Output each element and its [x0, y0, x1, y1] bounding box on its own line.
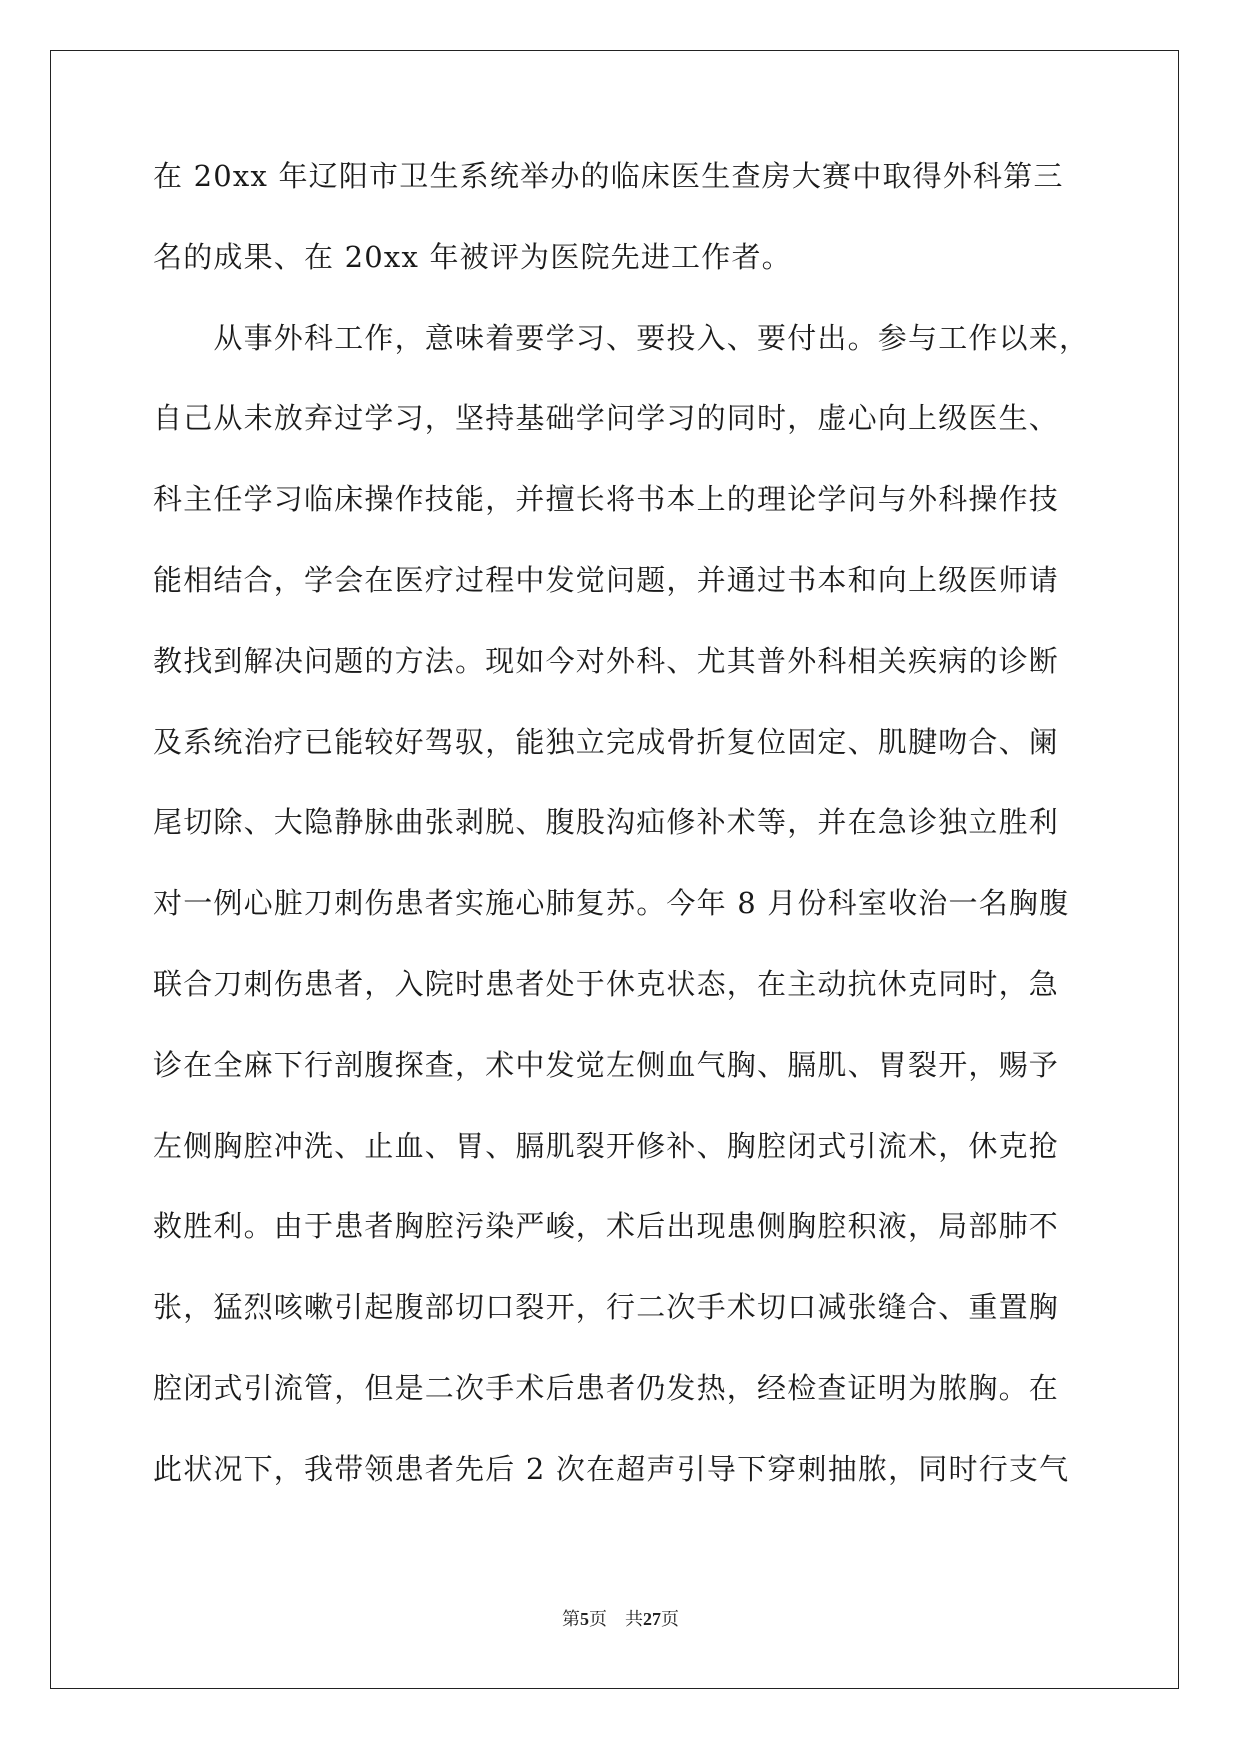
- page-current-number: 5: [580, 1609, 589, 1629]
- text-line: 此状况下，我带领患者先后 2 次在超声引导下穿刺抽脓，同时行支气: [153, 1451, 1070, 1486]
- text-line: 自己从未放弃过学习，坚持基础学问学习的同时，虚心向上级医生、: [153, 401, 1060, 436]
- text-line: 联合刀刺伤患者，入院时患者处于休克状态，在主动抗休克同时，急: [153, 966, 1060, 1001]
- document-body: [153, 160, 1093, 1534]
- text-line: 尾切除、大隐静脉曲张剥脱、腹股沟疝修补术等，并在急诊独立胜利: [153, 805, 1060, 840]
- text-line: 科主任学习临床操作技能，并擅长将书本上的理论学问与外科操作技: [153, 482, 1060, 517]
- text-line: 左侧胸腔冲洗、止血、胃、膈肌裂开修补、胸腔闭式引流术，休克抢: [153, 1128, 1060, 1163]
- text-line: 名的成果、在 20xx 年被评为医院先进工作者。: [153, 239, 792, 274]
- text-line: 诊在全麻下行剖腹探查，术中发觉左侧血气胸、膈肌、胃裂开，赐予: [153, 1047, 1060, 1082]
- page-mid: 页 共: [589, 1609, 643, 1629]
- page-total-number: 27: [643, 1609, 661, 1629]
- text-line: 及系统治疗已能较好驾驭，能独立完成骨折复位固定、肌腱吻合、阑: [153, 724, 1060, 759]
- text-line: 在 20xx 年辽阳市卫生系统举办的临床医生查房大赛中取得外科第三: [153, 159, 1064, 193]
- text-line: 教找到解决问题的方法。现如今对外科、尤其普外科相关疾病的诊断: [153, 643, 1060, 678]
- page-prefix: 第: [562, 1609, 580, 1629]
- text-line: 张，猛烈咳嗽引起腹部切口裂开，行二次手术切口减张缝合、重置胸: [153, 1290, 1060, 1325]
- text-line: 从事外科工作，意味着要学习、要投入、要付出。参与工作以来，: [153, 320, 1090, 355]
- text-line: 能相结合，学会在医疗过程中发觉问题，并通过书本和向上级医师请: [153, 562, 1060, 597]
- text-line: 对一例心脏刀刺伤患者实施心肺复苏。今年 8 月份科室收治一名胸腹: [153, 886, 1070, 921]
- page-suffix: 页: [661, 1609, 679, 1629]
- page-footer: [0, 1605, 1241, 1631]
- text-line: 腔闭式引流管，但是二次手术后患者仍发热，经检查证明为脓胸。在: [153, 1370, 1060, 1405]
- text-line: 救胜利。由于患者胸腔污染严峻，术后出现患侧胸腔积液，局部肺不: [153, 1209, 1060, 1244]
